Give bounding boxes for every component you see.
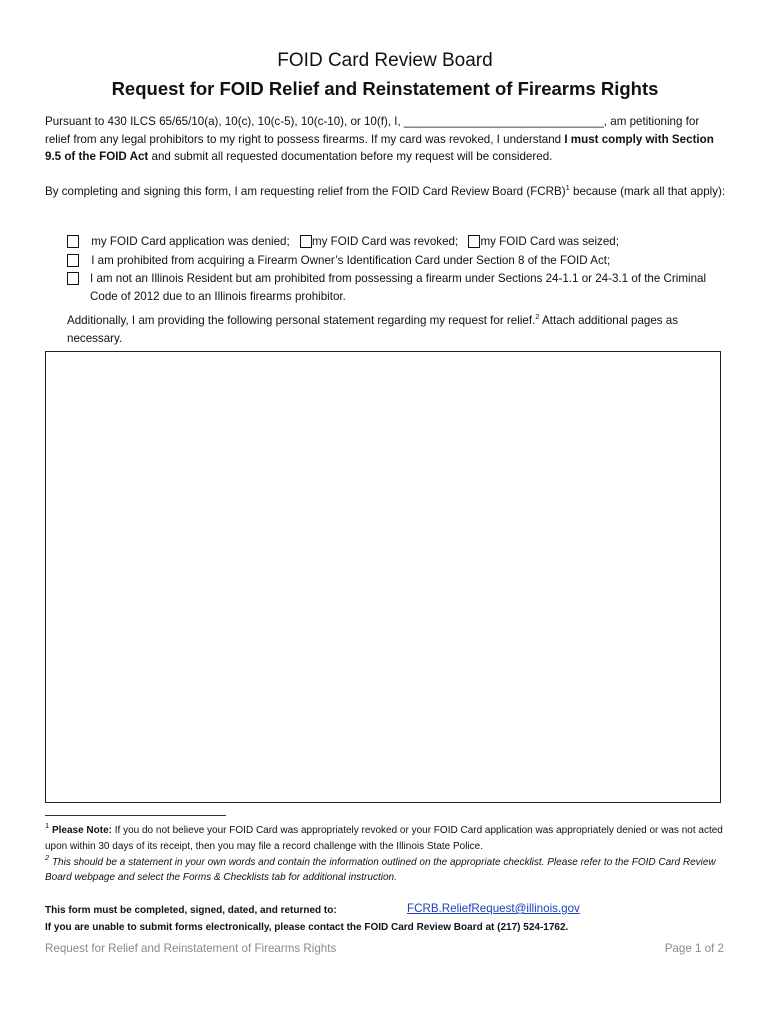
intro-paragraph <box>45 113 727 166</box>
footnote-2 <box>45 852 729 887</box>
checkbox-non-resident-label: I am not an Illinois Resident but am prohibited from possessing a firearm under Sections 24-1.1 or 24-3.1 of the Criminal Code of 2012 due to an Illinois firearms prohibitor. <box>90 272 707 303</box>
submission-line-2: If you are unable to submit forms electronically, please contact the FOID Card Review Board at (217) 524-1762. <box>45 922 569 933</box>
statement-text-2: Attach additional pages as necessary. <box>67 314 679 345</box>
footnote-1-mark: 1 <box>45 821 50 830</box>
footer-form-name: Request for Relief and Reinstatement of Firearms Rights <box>45 942 337 955</box>
intro-text-1: Pursuant to 430 ILCS 65/65/10(a), 10(c), 10(c-5), 10(c-10), or 10(f), I, _______________________________, am petitioning for relief from any legal prohibitors to my right to possess firearms. If my card was revoked, I understand <box>45 115 700 146</box>
form-title: Request for FOID Relief and Reinstatement of Firearms Rights <box>111 78 659 99</box>
checkbox-denied-label: my FOID Card application was denied; <box>91 235 290 248</box>
checkbox-non-resident[interactable] <box>67 272 79 285</box>
submission-instructions <box>45 903 729 936</box>
completing-text-1: By completing and signing this form, I am requesting relief from the FOID Card Review Board (FCRB) <box>45 185 566 198</box>
footnote-divider <box>45 815 226 816</box>
footnote-ref-2: 2 <box>535 312 540 321</box>
email-link[interactable]: FCRB.ReliefRequest@illinois.gov <box>407 902 580 915</box>
completing-paragraph <box>45 183 727 201</box>
intro-text-2: and submit all requested documentation before my request will be considered. <box>148 150 553 163</box>
completing-text-2: because (mark all that apply): <box>569 185 726 198</box>
submission-text-1: This form must be completed, signed, dated, and returned to: <box>45 905 337 916</box>
submission-line-1 <box>45 903 729 920</box>
footnote-1-text: If you do not believe your FOID Card was appropriately revoked or your FOID Card application was appropriately denied or was not acted upon within 30 days of its receipt, then you may file a record challenge with the Illinois State Police. <box>45 825 723 852</box>
footnote-2-text: This should be a statement in your own words and contain the information outlined on the appropriate checklist. Please refer to the FOID Card Review Board webpage and select the Forms & Checklists tab for additional instruction. <box>45 856 716 884</box>
checkbox-prohibited-acquiring[interactable] <box>67 254 79 267</box>
reason-checkbox-list <box>67 233 727 308</box>
statement-text-1: Additionally, I am providing the following personal statement regarding my request for relief. <box>67 314 536 327</box>
footnote-1 <box>45 823 729 855</box>
checkbox-prohibited-acquiring-label: I am prohibited from acquiring a Firearm Owner’s Identification Card under Section 8 of the FOID Act; <box>91 253 611 267</box>
checkbox-row-3 <box>67 270 727 308</box>
checkbox-denied[interactable] <box>67 235 79 248</box>
checkbox-row-1 <box>67 233 727 252</box>
checkbox-revoked-label: my FOID Card was revoked; <box>311 235 459 248</box>
checkbox-seized-label: my FOID Card was seized; <box>480 235 619 248</box>
footnote-2-mark: 2 <box>45 852 50 862</box>
page-number: Page 1 of 2 <box>664 942 724 955</box>
footnotes <box>45 823 729 886</box>
board-title: FOID Card Review Board <box>277 50 493 71</box>
footnote-1-bold: Please Note: <box>51 825 112 836</box>
footnote-ref-1: 1 <box>565 183 570 192</box>
checkbox-revoked[interactable] <box>300 235 312 248</box>
checkbox-row-2 <box>67 252 727 271</box>
intro-bold-text: I must comply with Section 9.5 of the FOID Act <box>45 132 714 163</box>
personal-statement-box[interactable] <box>45 351 721 803</box>
checkbox-seized[interactable] <box>468 235 480 248</box>
statement-intro <box>67 312 727 347</box>
